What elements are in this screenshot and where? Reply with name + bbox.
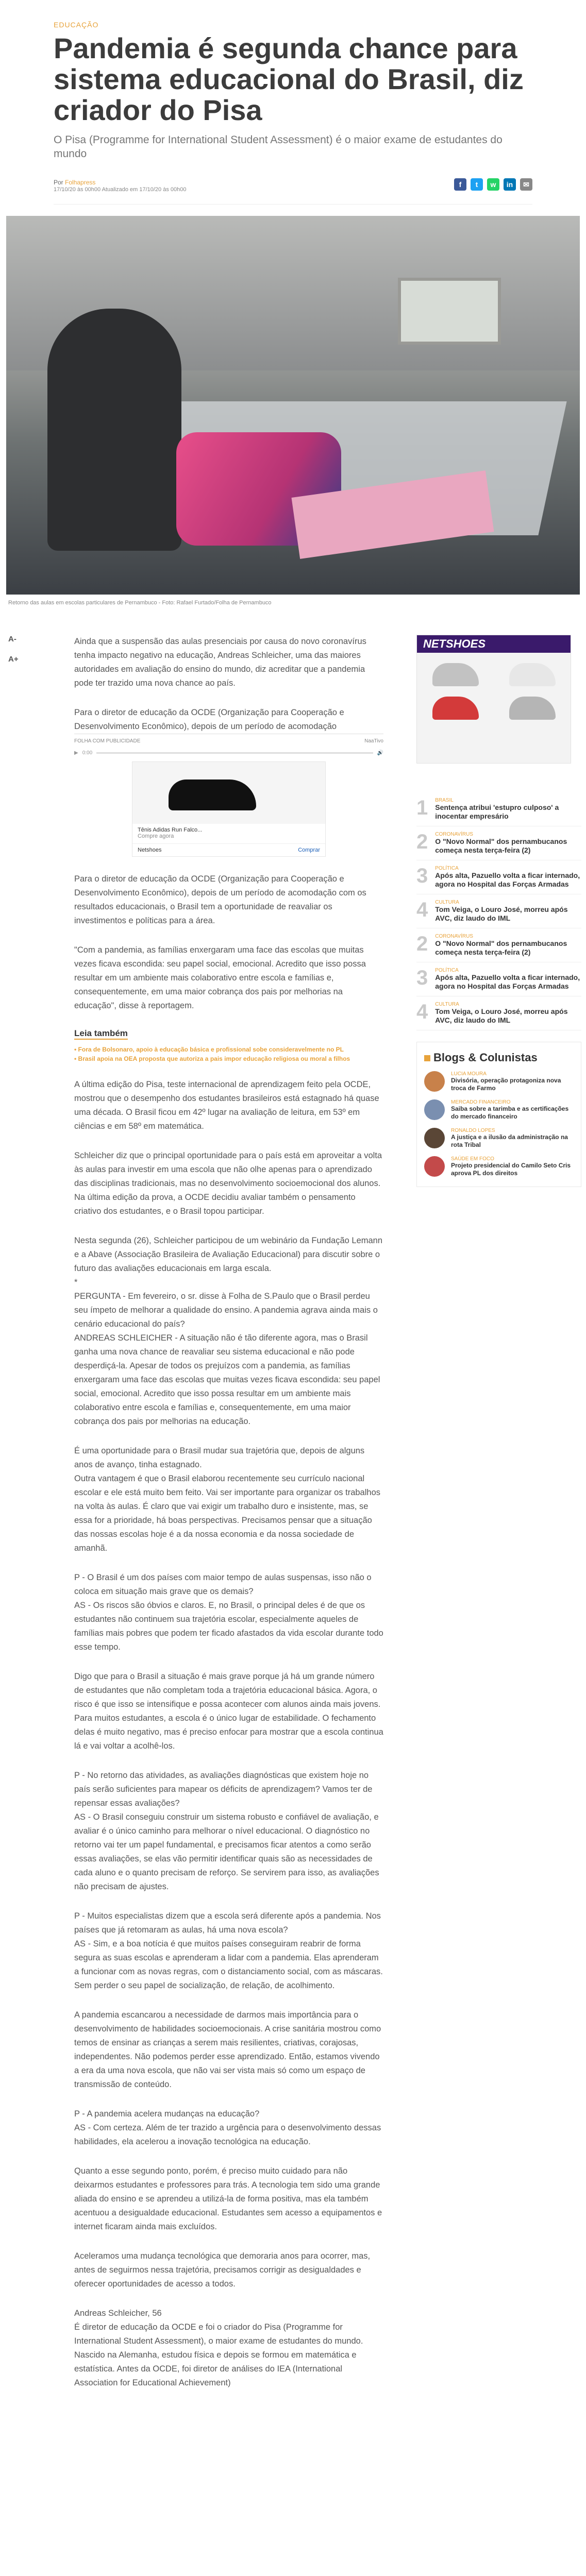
shoe-shape	[169, 779, 256, 810]
most-read-item[interactable]	[416, 860, 581, 894]
paragraph: ANDREAS SCHLEICHER - A situação não é tão diferente agora, mas o Brasil ganha uma nova chance de reavaliar seu sistema educacional e não pode desperdiçá-la. Apesar de todos os prejuízos com a pandemia, as famílias enxergaram uma face das escolas que muitas vezes ficava escondida: seu papel social, emocional. Acredito que isso possa resultar em um ambiente mais colaborativo entre escola e famílias e, consequentemente, em uma maior cobrança dos pais por melhorias na educação.	[74, 1333, 380, 1426]
paragraph: P - A pandemia acelera mudanças na educação?	[74, 2109, 260, 2119]
product-name	[132, 824, 325, 843]
blog-item[interactable]	[424, 1128, 574, 1149]
paragraph: Nesta segunda (26), Schleicher participou de um webinário da Fundação Lemann e a Abave (Associação Brasileira de Avaliação Educacional) para discutir sobre o futuro das avaliações educacionais em larga escala.	[74, 1236, 383, 1273]
product-image	[132, 762, 325, 824]
rank-title: Sentença atribui 'estupro culposo' a inocentar empresário	[435, 803, 559, 820]
most-read-item[interactable]	[416, 792, 581, 826]
paragraph: PERGUNTA - Em fevereiro, o sr. disse à Folha de S.Paulo que o Brasil perdeu seu ímpeto de melhorar a qualidade do ensino. A pandemia agrava ainda mais o cenário educacional do país?	[74, 1292, 378, 1329]
sidebar	[416, 635, 581, 2405]
paragraph: Digo que para o Brasil a situação é mais grave porque já há um grande número de estudantes que não completam toda a trajetória educacional básica. Agora, o risco é que isso se intensifique e possa acontecer com alunos ainda mais jovens.	[74, 1672, 381, 1709]
related-links	[74, 1028, 383, 1062]
ad-shoe	[509, 697, 556, 720]
blogs-box	[416, 1042, 581, 1187]
author-link[interactable]: Folhapress	[65, 179, 96, 186]
blog-title: Projeto presidencial do Camilo Seto Cris aprova PL dos direitos	[451, 1162, 571, 1177]
related-link[interactable]: • Brasil apoia na OEA proposta que autoriza a pais impor educação religiosa ou moral a filhos	[74, 1055, 350, 1062]
facebook-icon[interactable]: f	[454, 178, 466, 191]
paragraph: "Com a pandemia, as famílias enxergaram uma face das escolas que muitas vezes ficava escondida: seu papel social, emocional. Acredito que isso possa resultar em um ambiente mais colaborativo entre escola e famílias e, consequentemente, em uma maior cobrança dos pais por melhorias na educação", disse à reportagem.	[74, 945, 366, 1010]
hero-image	[6, 216, 580, 595]
player-brand: NaaTivo	[364, 738, 383, 744]
player-time: 0:00	[82, 750, 93, 756]
publish-dates: 17/10/20 às 00h00 Atualizado em 17/10/20 às 00h00	[54, 187, 187, 193]
rank-title: Tom Veiga, o Louro José, morreu após AVC, diz laudo do IML	[435, 905, 568, 922]
rank-title: Após alta, Pazuello volta a ficar internado, agora no Hospital das Forças Armadas	[435, 973, 580, 990]
ad-brand: NETSHOES	[417, 635, 571, 653]
blog-title: Divisória, operação protagoniza nova troca de Farmo	[451, 1077, 561, 1092]
email-icon[interactable]: ✉	[520, 178, 532, 191]
paragraph: AS - Sim, e a boa notícia é que muitos países conseguiram reabrir de forma segura as suas escolas e aprenderam a lidar com a pandemia. Elas aprenderam a funcionar com as novas regras, com o distanciamento social, com as máscaras. Sem perder o seu papel de socialização, de relação, de acolhimento.	[74, 1939, 383, 1990]
paragraph: Para muitos estudantes, a escola é o único lugar de estabilidade. O fechamento delas é muito negativo, mas é preciso enfocar para mostrar que a escola continua lá e vai voltar a acolhê-los.	[74, 1714, 383, 1751]
product-title: Tênis Adidas Run Falco...	[138, 827, 203, 833]
blogs-heading-text: Blogs & Colunistas	[433, 1051, 538, 1064]
paragraph: Outra vantagem é que o Brasil elaborou recentemente seu currículo nacional escolar e ele está muito bem feito. Vai ser importante para organizar os trabalhos na volta às aulas. É claro que vai exigir um trabalho duro e insistente, mas, se essa for a prioridade, há boas perspectivas. Precisamos pensar que a situação das nossas escolas hoje é a da nossa economia e da nossa sociedade de amanhã.	[74, 1474, 380, 1553]
byline	[54, 178, 187, 193]
rank-title: Após alta, Pazuello volta a ficar internado, agora no Hospital das Forças Armadas	[435, 871, 580, 888]
rank-number: 2	[416, 933, 428, 955]
blog-title: Saiba sobre a tarimba e as certificações do mercado financeiro	[451, 1105, 569, 1120]
paragraph: P - No retorno das atividades, as avaliações diagnósticas que existem hoje no país serão suficientes para mapear os déficits de aprendizagem? Vamos ter de repensar essas avaliações?	[74, 1771, 373, 1808]
related-link[interactable]: • Fora de Bolsonaro, apoio à educação básica e profissional sobe consideravelmente no PL	[74, 1046, 344, 1053]
twitter-icon[interactable]: t	[471, 178, 483, 191]
product-buy-button[interactable]: Comprar	[298, 847, 320, 853]
product-sub: Compre agora	[138, 833, 174, 839]
rank-category: CORONAVÍRUS	[435, 934, 473, 939]
paragraph: Ainda que a suspensão das aulas presenciais por causa do novo coronavírus tenha impacto negativo na educação, Andreas Schleicher, uma das maiores autoridades em avaliação do ensino do mundo, diz acreditar que a pandemia pode ter trazido uma nova chance ao país.	[74, 637, 366, 688]
rank-number: 1	[416, 796, 428, 819]
paragraph: *	[74, 1278, 78, 1287]
article-subtitle: O Pisa (Programme for International Student Assessment) é o maior exame de estudantes do mundo	[54, 134, 503, 160]
volume-icon[interactable]: 🔊	[377, 750, 383, 756]
rank-number: 3	[416, 967, 428, 989]
section-kicker[interactable]: EDUCAÇÃO	[54, 21, 99, 29]
avatar	[424, 1156, 445, 1177]
hero-board	[398, 278, 501, 345]
rank-title: O "Novo Normal" dos pernambucanos começa nesta terça-feira (2)	[435, 837, 567, 854]
paragraph: P - Muitos especialistas dizem que a escola será diferente após a pandemia. Nos países que já retomaram as aulas, há uma nova escola?	[74, 1911, 381, 1935]
most-read-item[interactable]	[416, 996, 581, 1030]
blog-author: SAÚDE EM FOCO	[451, 1156, 494, 1162]
blog-item[interactable]	[424, 1071, 574, 1092]
rank-category: CULTURA	[435, 900, 459, 905]
paragraph: Schleicher diz que o principal oportunidade para o país está em aproveitar a volta às aulas para investir em uma escola que não olhe apenas para o aprendizado das disciplinas tradicionais, mas no desenvolvimento socioemocional dos alunos. Na última edição da prova, a OCDE decidiu avaliar também o pensamento criativo dos estudantes, e o Brasil topou participar.	[74, 1151, 382, 1216]
player-controls	[74, 748, 383, 757]
paragraph: AS - Com certeza. Além de ter trazido a urgência para o desenvolvimento dessas habilidades, ela acelerou a inovação tecnológica na educação.	[74, 2123, 381, 2146]
product-footer	[132, 843, 325, 856]
rank-category: BRASIL	[435, 798, 454, 803]
paragraph: É uma oportunidade para o Brasil mudar sua trajetória que, depois de alguns anos de avanço, tinha estagnado.	[74, 1446, 365, 1469]
blog-title: A justiça e a ilusão da administração na rota Tribal	[451, 1133, 568, 1148]
ad-shoes	[417, 697, 571, 720]
paragraph: Quanto a esse segundo ponto, porém, é preciso muito cuidado para não deixarmos estudantes e professores para trás. A tecnologia tem sido uma grande aliada do ensino e se aprendeu a utilizá-la de forma positiva, mas ela também acentuou a desigualdade educacional. Estudantes sem acesso a equipamentos e internet ficaram ainda mais excluídos.	[74, 2166, 382, 2231]
avatar	[424, 1128, 445, 1148]
blogs-mark-icon	[424, 1055, 430, 1061]
rank-category: CORONAVÍRUS	[435, 832, 473, 837]
font-size-tools	[8, 635, 37, 2405]
related-heading: Leia também	[74, 1028, 128, 1040]
most-read-item[interactable]	[416, 826, 581, 860]
most-read-item[interactable]	[416, 894, 581, 928]
most-read-item[interactable]	[416, 962, 581, 996]
player-track[interactable]	[96, 752, 373, 754]
ad-shoe	[432, 663, 479, 686]
rank-number: 4	[416, 899, 428, 921]
paragraph: AS - O Brasil conseguiu construir um sistema robusto e confiável de avaliação, e avaliar é o único caminho para melhorar o nível educacional. O diagnóstico no retorno vai ter um papel fundamental, e precisamos ficar atentos a como serão essas avaliações, se elas vão permitir identificar quais são as necessidades de cada aluno e o quanto precisam de reforço. Se servirem para isso, as avaliações não precisam de ajustes.	[74, 1812, 379, 1891]
blog-item[interactable]	[424, 1099, 574, 1121]
paragraph: P - O Brasil é um dos países com maior tempo de aulas suspensas, isso não o coloca em situação mais grave que os demais?	[74, 1573, 372, 1596]
article-body	[74, 635, 383, 2405]
rank-title: O "Novo Normal" dos pernambucanos começa nesta terça-feira (2)	[435, 939, 567, 956]
rank-category: POLÍTICA	[435, 968, 459, 973]
play-icon[interactable]: ▶	[74, 750, 78, 756]
linkedin-icon[interactable]: in	[504, 178, 516, 191]
product-store: Netshoes	[138, 847, 162, 853]
rank-category: CULTURA	[435, 1002, 459, 1007]
rank-number: 4	[416, 1001, 428, 1023]
player-bar	[74, 738, 383, 744]
paragraph: Andreas Schleicher, 56	[74, 2309, 162, 2318]
content-area	[0, 635, 586, 2405]
ad-shoes	[417, 663, 571, 686]
paragraph: A última edição do Pisa, teste internacional de aprendizagem feito pela OCDE, mostrou que o desempenho dos estudantes brasileiros está estagnado há quase uma década. O Brasil ficou em 42º lugar na avaliação de leitura, em 53º em ciências e em 58º em matemática.	[74, 1080, 379, 1131]
whatsapp-icon[interactable]: w	[487, 178, 499, 191]
rank-number: 2	[416, 831, 428, 853]
sidebar-ad[interactable]	[416, 635, 571, 764]
paragraph: Para o diretor de educação da OCDE (Organização para Cooperação e Desenvolvimento Econômico), depois de um período de acomodação com os resultados educacionais, o Brasil tem a oportunidade de reavaliar os investimentos e políticas para a área.	[74, 874, 366, 925]
product-card[interactable]	[132, 761, 326, 857]
paragraph: É diretor de educação da OCDE e foi o criador do Pisa (Programme for International Student Assessment), o maior exame de estudantes do mundo. Nascido na Alemanha, estudou física e depois se formou em matemática e estatística. Antes da OCDE, foi diretor de análises do IEA (International Association for Educational Achievement)	[74, 2323, 363, 2387]
paragraph: Para o diretor de educação da OCDE (Organização para Cooperação e Desenvolvimento Econômico), depois de um período de acomodação	[74, 708, 344, 731]
most-read-list	[416, 792, 581, 1030]
hero-student	[47, 309, 181, 551]
blog-author: RONALDO LOPES	[451, 1128, 495, 1133]
blog-item[interactable]	[424, 1156, 574, 1177]
article-header	[0, 0, 586, 205]
ad-shoe	[509, 663, 556, 686]
font-decrease-button[interactable]: A-	[8, 635, 16, 643]
byline-author: Por Folhapress	[54, 179, 96, 186]
player-label: FOLHA COM PUBLICIDADE	[74, 738, 141, 744]
blogs-heading	[424, 1052, 574, 1064]
avatar	[424, 1071, 445, 1092]
share-buttons	[454, 178, 532, 191]
ad-shoe	[432, 697, 479, 720]
most-read-item[interactable]	[416, 928, 581, 962]
rank-number: 3	[416, 865, 428, 887]
font-increase-button[interactable]: A+	[8, 655, 19, 664]
rank-title: Tom Veiga, o Louro José, morreu após AVC, diz laudo do IML	[435, 1007, 568, 1024]
blog-author: MERCADO FINANCEIRO	[451, 1099, 511, 1105]
inline-ad-player	[74, 734, 383, 857]
paragraph: A pandemia escancarou a necessidade de darmos mais importância para o desenvolvimento de habilidades socioemocionais. A crise sanitária mostrou como temos de ensinar as crianças a serem mais resilientes, criativas, corajosas, independentes. Não podemos perder esse aprendizado. Então, estamos vivendo a era da uma nova escola, que não vai ser vista mais só como um espaço de transmissão de conteúdo.	[74, 2010, 381, 2089]
meta-row	[54, 178, 532, 205]
paragraph: Aceleramos uma mudança tecnológica que demoraria anos para ocorrer, mas, antes de seguirmos nessa trajetória, precisamos corrigir as desigualdades e oferecer oportunidades de acesso a todos.	[74, 2251, 371, 2289]
blog-author: LUCIA MOURA	[451, 1071, 487, 1077]
paragraph: AS - Os riscos são óbvios e claros. E, no Brasil, o principal deles é de que os estudantes não continuem sua trajetória escolar, especialmente aqueles de famílias mais pobres que podem ter ficado afastados da vida escolar durante todo esse tempo.	[74, 1601, 383, 1652]
article-title: Pandemia é segunda chance para sistema educacional do Brasil, diz criador do Pisa	[54, 32, 524, 126]
rank-category: POLÍTICA	[435, 866, 459, 871]
image-caption: Retorno das aulas em escolas particulares de Pernambuco - Foto: Rafael Furtado/Folha de Pernambuco	[8, 600, 272, 606]
avatar	[424, 1099, 445, 1120]
